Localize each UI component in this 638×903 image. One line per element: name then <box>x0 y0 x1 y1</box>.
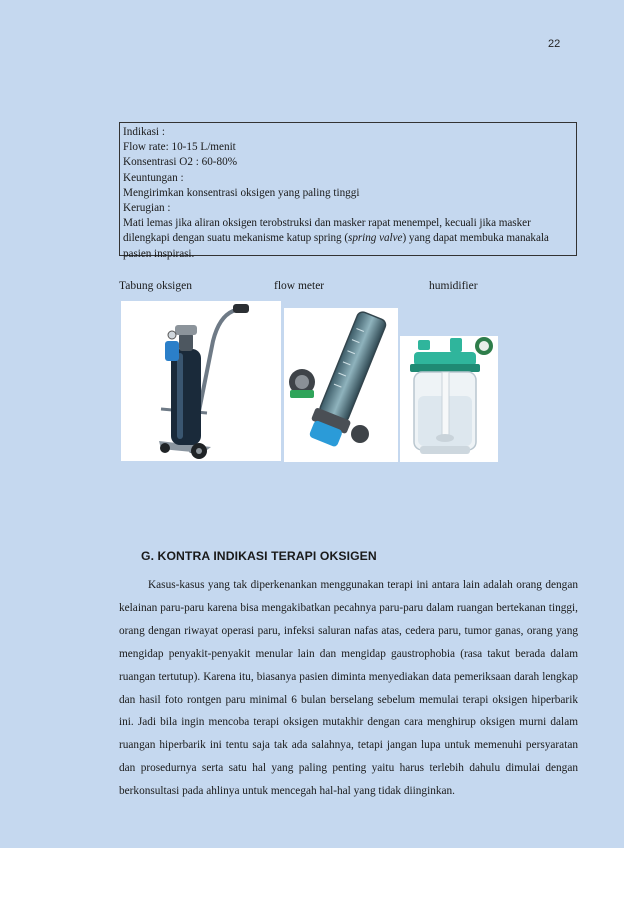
contraindications-paragraph: Kasus-kasus yang tak diperkenankan menggunakan terapi ini antara lain adalah orang dengan kelainan paru-paru karena bisa mengakibatkan pecahnya paru-paru dalam ruangan bertekanan tinggi, orang dengan riwayat operasi paru, infeksi saluran nafas atas, cedera paru, tumor ganas, orang yang mengidap penyakit-penyakit menular lain dan mengidap gaustrophobia (rasa takut berada dalam ruangan tertutup). Karena itu, biasanya pasien diminta menyediakan data pemeriksaan darah lengkap dan hasil foto rontgen paru minimal 6 bulan berselang sebelum memulai terapi oksigen hiperbarik ini. Jadi bila ingin mencoba terapi oksigen mutakhir dengan cara menghirup oksigen murni dalam ruangan hiperbarik ini tentu saja tak ada salahnya, tetapi jangan lupa untuk memenuhi persyaratan dan prosedurnya serta satu hal yang paling penting yaitu harus terlebih dahulu dimulai dengan berkonsultasi pada ahlinya untuk mencegah hal-hal yang tidak diinginkan. <box>119 579 578 798</box>
info-disadvantage-text <box>123 216 573 262</box>
caption-humidifier: humidifier <box>429 280 478 292</box>
info-line-disadvantages-label: Kerugian : <box>123 202 171 215</box>
oxygen-tank-image <box>121 301 281 461</box>
info-line-advantage: Mengirimkan konsentrasi oksigen yang paling tinggi <box>123 186 360 199</box>
caption-flow-meter: flow meter <box>274 280 325 292</box>
section-heading-contraindications: G. KONTRA INDIKASI TERAPI OKSIGEN <box>141 549 377 563</box>
page-number: 22 <box>548 38 561 50</box>
info-line-concentration: Konsentrasi O2 : 60-80% <box>123 156 238 169</box>
caption-oxygen-tank: Tabung oksigen <box>119 280 192 292</box>
disadvantage-text-part2: ) yang dapat membuka manakala pasien inspirasi. <box>123 232 549 260</box>
info-line-flow-rate: Flow rate: 10-15 L/menit <box>123 141 236 154</box>
flow-meter-illustration <box>284 308 398 462</box>
info-line-indications-label: Indikasi : <box>123 126 165 138</box>
disadvantage-text-part1: Mati lemas jika aliran oksigen terobstruksi dan masker rapat menempel, kecuali jika masker dilengkapi dengan suatu mekanisme katup spring ( <box>123 217 531 245</box>
humidifier-image <box>400 336 498 462</box>
oxygen-tank-illustration <box>121 301 281 461</box>
disadvantage-italic-term: spring valve <box>348 232 403 245</box>
info-line-advantages-label: Keuntungan : <box>123 171 184 184</box>
humidifier-illustration <box>400 336 498 462</box>
flow-meter-image <box>284 308 398 462</box>
oxygen-mask-info-box <box>119 122 577 260</box>
